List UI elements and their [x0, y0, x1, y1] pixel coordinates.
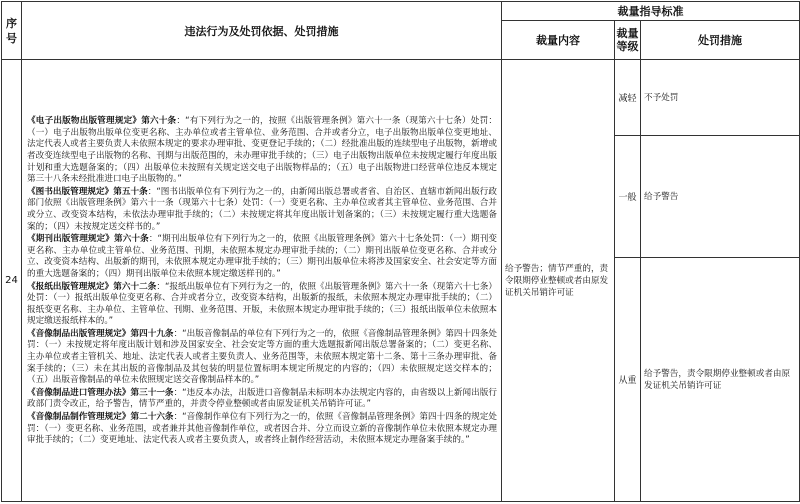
provision: 《期刊出版管理规定》第六十条：“期刊出版单位有下列行为之一的，依照《出版管理条例》第六十七条处罚：（一）期刊变更名称、主办单位或主管单位、业务范围、刊期，未依照本规定办理审批手续的；（二）期刊出版单位变更名称、合并或分立、改变资本结构、出版新的期刊，未依照本规定办理审批手续的；（三）期刊出版单位未将涉及国家安全、社会安定等方面的重大选题备案的；（四）期刊出版单位未依照本规定缴送样刊的。” [27, 234, 497, 279]
provision: 《音像制品出版管理规定》第四十九条：“出版音像制品的单位有下列行为之一的，依照《音像制品管理条例》第四十四条处罚：（一）未按规定将年度出版计划和涉及国家安全、社会安定等方面的重大选题报新闻出版总署备案的；（二）变更名称、主办单位或者主管机关、地址、法定代表人或者主要负责人、业务范围等，未依照本规定第十二条、第十三条办理审批、备案手续的；（三）未在其出版的音像制品及其包装的明显位置标明本规定所规定的内容的；（四）未依照规定送交样本的；（五）出版音像制品的单位未依照规定送交音像制品样本的。” [27, 328, 497, 386]
level-normal: 一般 [615, 136, 641, 258]
measure-normal: 给予警告 [641, 136, 800, 258]
measure-heavier: 给予警告，责令限期停业整顿或者由原发证机关吊销许可证 [641, 258, 800, 502]
header-measures: 处罚措施 [641, 21, 800, 60]
level-lighter: 减轻 [615, 60, 641, 136]
measure-lighter: 不予处罚 [641, 60, 800, 136]
header-standard: 裁量指导标准 [502, 2, 800, 21]
header-seq: 序号 [2, 2, 22, 60]
provision: 《电子出版物出版管理规定》第六十条：“有下列行为之一的，按照《出版管理条例》第六十一条（现第六十七条）处罚：（一）电子出版物出版单位变更名称、主办单位或者主管单位、业务范围、合并或者分立，电子出版物出版单位变更地址、法定代表人或者主要负责人未依照本规定的要求办理审批、变更登记手续的；（二）经批准出版的连续型电子出版物，新增或者改变连续型电子出版物的名称、刊期与出版范围的，未办理审批手续的；（三）电子出版物出版单位未按规定履行年度出版计划和重大选题备案的；（四）出版单位未按照有关规定送交电子出版物样品的；（五）电子出版物进口经营单位违反本规定第三十八条未经批准进口电子出版物的。” [27, 116, 497, 185]
discretion-content: 给予警告；情节严重的，责令限期停业整顿或者由原发证机关吊销许可证 [502, 60, 615, 502]
header-level: 裁量等级 [615, 21, 641, 60]
provision: 《报纸出版管理规定》第六十二条：“报纸出版单位有下列行为之一的，依照《出版管理条例》第六十一条（现第六十七条）处罚：（一）报纸出版单位变更名称、合并或者分立，改变资本结构，出版新的报纸，未依照本规定办理审批手续的；（二）报纸变更名称、主办单位、主管单位、刊期、业务范围、开版，未依照本规定办理审批手续的；（三）报纸出版单位未依照本规定缴送报纸样本的。” [27, 281, 497, 327]
header-content: 裁量内容 [502, 21, 615, 60]
header-violation: 违法行为及处罚依据、处罚措施 [22, 2, 502, 60]
provision: 《图书出版管理规定》第五十条：“图书出版单位有下列行为之一的，由新闻出版总署或者省、自治区、直辖市新闻出版行政部门依照《出版管理条例》第六十一条（现第六十七条）处罚：（一）变更名称、主办单位或者其主管单位、业务范围、合并或分立、改变资本结构，未依法办理审批手续的；（二）未按规定将其年度出版计划备案的；（三）未按规定履行重大选题备案的；（四）未按规定送交样书的。” [27, 186, 497, 232]
discretion-table [1, 1, 800, 502]
provision: 《音像制品制作管理规定》第二十六条：“音像制作单位有下列行为之一的，依照《音像制品管理条例》第四十四条的规定处罚：（一）变更名称、业务范围，或者兼并其他音像制作单位，或者因合并、分立而设立新的音像制作单位未依照本规定办理审批手续的；（二）变更地址、法定代表人或者主要负责人，或者终止制作经营活动，未依照本规定办理备案手续的。” [27, 412, 497, 446]
row-seq: 24 [2, 60, 22, 502]
legal-basis-cell [22, 60, 502, 502]
level-heavier: 从重 [615, 258, 641, 502]
provision: 《音像制品进口管理办法》第三十一条：“违反本办法，出版进口音像制品未标明本办法规定内容的，由省级以上新闻出版行政部门责令改正，给予警告，情节严重的，并责令停业整顿或者由原发证机关吊销许可证。” [27, 387, 497, 410]
